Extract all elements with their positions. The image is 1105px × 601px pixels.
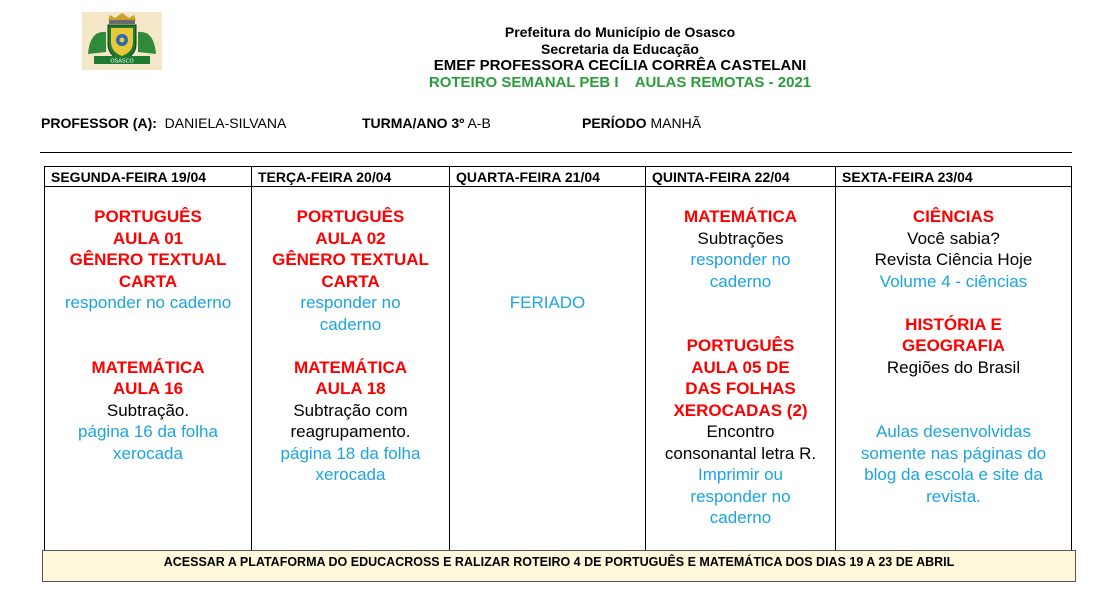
instruction-line: página 18 da folha bbox=[280, 443, 421, 463]
day-cell-tuesday bbox=[252, 187, 450, 551]
header-prefeitura: Prefeitura do Município de Osasco bbox=[504, 24, 736, 40]
document-header bbox=[300, 24, 940, 92]
day-header-wednesday: QUARTA-FEIRA 21/04 bbox=[450, 167, 646, 187]
subject-line: MATEMÁTICA bbox=[294, 357, 407, 377]
instruction-line: Imprimir ou bbox=[697, 465, 783, 484]
subject-line: AULA 18 bbox=[315, 379, 386, 398]
day-header-thursday: QUINTA-FEIRA 22/04 bbox=[646, 167, 836, 187]
subject-line: CARTA bbox=[321, 271, 380, 291]
subject-line: CIÊNCIAS bbox=[912, 207, 995, 226]
educacross-instruction-bar: ACESSAR A PLATAFORMA DO EDUCACROSS E RALIZAR ROTEIRO 4 DE PORTUGUÊS E MATEMÁTICA DOS DIAS 19 A 23 DE ABRIL bbox=[42, 550, 1076, 582]
schedule-content-row bbox=[45, 187, 1072, 551]
day-cell-wednesday bbox=[450, 187, 646, 551]
instruction-line: responder no bbox=[690, 486, 791, 506]
instruction-line: revista. bbox=[926, 486, 981, 506]
subject-line: AULA 01 bbox=[112, 228, 184, 248]
turma-value: A-B bbox=[467, 115, 491, 131]
instruction-line: Aulas desenvolvidas bbox=[876, 422, 1031, 441]
instruction-line: página 16 da folha bbox=[78, 422, 218, 441]
topic-line: reagrupamento. bbox=[290, 422, 411, 441]
instruction-line: xerocada bbox=[315, 465, 386, 484]
municipal-crest-logo bbox=[82, 12, 162, 70]
day-header-friday: SEXTA-FEIRA 23/04 bbox=[836, 167, 1072, 187]
subject-line: MATEMÁTICA bbox=[684, 207, 797, 226]
subject-line: GEOGRAFIA bbox=[902, 336, 1005, 355]
instruction-line: xerocada bbox=[113, 443, 183, 463]
topic-line: Você sabia? bbox=[907, 228, 1000, 248]
instruction-line: blog da escola e site da bbox=[864, 465, 1043, 484]
topic-line: Subtração. bbox=[106, 400, 190, 420]
subject-line: PORTUGUÊS bbox=[296, 207, 405, 226]
subject-line: AULA 16 bbox=[112, 379, 184, 398]
holiday-label: FERIADO bbox=[509, 293, 586, 312]
subject-line: DAS FOLHAS bbox=[685, 379, 796, 398]
day-cell-monday bbox=[45, 187, 252, 551]
periodo-label: PERÍODO bbox=[582, 115, 647, 131]
subject-line: HISTÓRIA E bbox=[905, 314, 1002, 334]
day-header-tuesday: TERÇA-FEIRA 20/04 bbox=[252, 167, 450, 187]
subject-line: PORTUGUÊS bbox=[94, 207, 202, 226]
header-school: EMEF PROFESSORA CECÍLIA CORRÊA CASTELANI bbox=[433, 57, 807, 74]
instruction-line: caderno bbox=[709, 271, 772, 291]
day-cell-thursday bbox=[646, 187, 836, 551]
instruction-line: Volume 4 - ciências bbox=[879, 271, 1028, 291]
subject-line: PORTUGUÊS bbox=[686, 336, 795, 355]
periodo-value: MANHÃ bbox=[650, 115, 702, 131]
topic-line: consonantal letra R. bbox=[664, 443, 817, 463]
professor-info bbox=[41, 115, 286, 131]
instruction-line: caderno bbox=[709, 508, 772, 527]
turma-label: TURMA/ANO 3º bbox=[362, 115, 465, 131]
professor-value: DANIELA-SILVANA bbox=[164, 115, 287, 131]
instruction-line: responder no caderno bbox=[64, 293, 232, 312]
instruction-line: responder no bbox=[300, 293, 401, 312]
subject-line: GÊNERO TEXTUAL bbox=[69, 250, 227, 269]
subject-line: XEROCADAS (2) bbox=[673, 400, 808, 420]
day-cell-friday bbox=[836, 187, 1072, 551]
topic-line: Subtrações bbox=[697, 228, 784, 248]
header-secretaria: Secretaria da Educação bbox=[541, 41, 699, 57]
topic-line: Encontro bbox=[706, 422, 775, 441]
schedule-header-row bbox=[45, 167, 1072, 187]
subject-line: AULA 05 DE bbox=[691, 357, 790, 377]
topic-line: Regiões do Brasil bbox=[886, 357, 1021, 377]
day-header-monday: SEGUNDA-FEIRA 19/04 bbox=[45, 167, 252, 187]
topic-line: Revista Ciência Hoje bbox=[874, 250, 1033, 269]
subject-line: AULA 02 bbox=[315, 228, 386, 248]
weekly-schedule-table bbox=[44, 166, 1072, 551]
subject-line: GÊNERO TEXTUAL bbox=[272, 250, 429, 269]
header-roteiro: ROTEIRO SEMANAL PEB I AULAS REMOTAS - 2021 bbox=[428, 74, 812, 91]
instruction-line: somente nas páginas do bbox=[860, 443, 1047, 463]
professor-label: PROFESSOR (A): bbox=[41, 115, 157, 131]
crest-banner: OSASCO bbox=[110, 58, 134, 65]
header-divider bbox=[40, 152, 1072, 153]
turma-info bbox=[362, 115, 491, 131]
instruction-line: caderno bbox=[319, 314, 382, 334]
instruction-line: responder no bbox=[690, 250, 791, 269]
topic-line: Subtração com bbox=[293, 400, 408, 420]
subject-line: MATEMÁTICA bbox=[91, 357, 205, 377]
subject-line: CARTA bbox=[118, 271, 178, 291]
periodo-info bbox=[582, 115, 701, 131]
